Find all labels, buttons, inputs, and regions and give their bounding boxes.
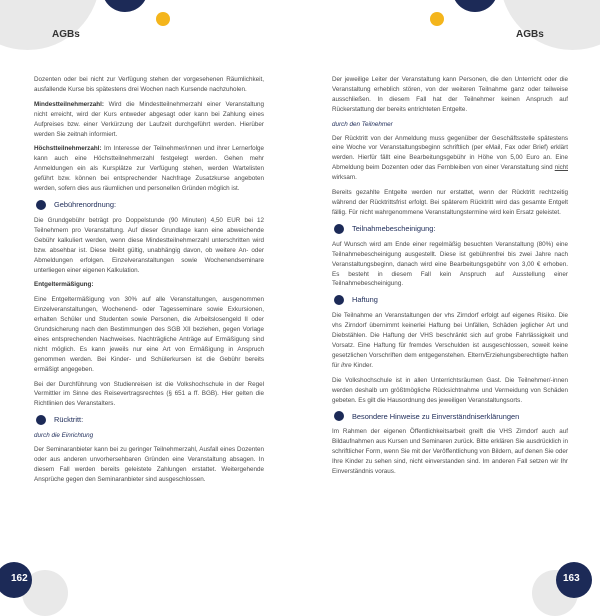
text-participant-underline: nicht bbox=[554, 164, 568, 172]
bullet-icon bbox=[36, 415, 46, 425]
paragraph-participant bbox=[332, 134, 568, 184]
paragraph-intro: Dozenten oder bei nicht zur Verfügung stehen der vorgesehenen Räumlichkeit, ausfallende Kurse bis spätestens drei Wochen nach Kursende nachzuholen. bbox=[34, 76, 264, 93]
paragraph-paid-fees: Bereits gezahlte Entgelte werden nur erstattet, wenn der Rücktritt rechtzeitig während der Rücktrittsfrist erfolgt. Bei späterem Rücktritt wird das gesamte Entgelt fällig. Für nicht wahrgenommene Veranstaltungstermine wird kein Ersatz geleistet. bbox=[332, 189, 568, 216]
header-circle-gray-left bbox=[0, 0, 100, 50]
header-circle-navy-right bbox=[452, 0, 498, 12]
header-circle-navy-left bbox=[102, 0, 148, 12]
paragraph-institution: Der Seminaranbieter kann bei zu geringer Teilnehmerzahl, Ausfall eines Dozenten oder aus anderen unvorhersehbaren Gründen eine Veranstaltung absagen. In diesem Fall werden bereits geleistete Zahlungen erstattet. Weitergehende Ansprüche gegen den Seminaranbieter sind ausgeschlossen. bbox=[34, 446, 264, 483]
left-column bbox=[34, 75, 264, 490]
page-header-left: AGBs bbox=[52, 29, 80, 40]
header-circle-gray-right bbox=[500, 0, 600, 50]
paragraph-study-trips: Bei der Durchführung von Studienreisen ist die Volkshochschule in der Regel Vermittler im Sinne des Reisevertragsrechtes (§ 651 a ff. BGB). Hier gelten die Richtlinien des Veranstalters. bbox=[34, 380, 264, 408]
bullet-icon bbox=[36, 200, 46, 210]
subheading-participant: durch den Teilnehmer bbox=[332, 120, 393, 128]
subheading-institution: durch die Einrichtung bbox=[34, 432, 94, 440]
section-title-fees: Gebührenordnung: bbox=[54, 200, 117, 210]
section-title-certificate: Teilnahmebescheinigung: bbox=[352, 223, 436, 233]
text-min-participants: Wird die Mindestteilnehmerzahl einer Veranstaltung nicht erreicht, wird der Kurs entweder abgesagt oder kann bei Zahlung eines Aufpreises bzw. einer Verkürzung der Laufzeit durchgeführt werden. Hierüber werden Sie zeitnah informiert. bbox=[34, 100, 264, 138]
text-liability-b: Kinder. bbox=[351, 361, 373, 369]
paragraph-max-participants bbox=[34, 144, 264, 194]
section-title-liability: Haftung bbox=[352, 295, 378, 305]
bullet-icon bbox=[334, 224, 344, 234]
text-liability-italic: ihre bbox=[341, 361, 352, 369]
paragraph-liability bbox=[332, 311, 568, 370]
bullet-icon bbox=[334, 295, 344, 305]
header-dot-orange-right bbox=[430, 12, 444, 26]
text-participant-b: wirksam. bbox=[332, 174, 357, 182]
page-number-right: 163 bbox=[563, 573, 580, 584]
text-max-participants: Im Interesse der Teilnehmer/innen und ihrer Lernerfolge kann auch eine Höchstteilnehmerzahl festgelegt werden. Gehen mehr Anmeldungen ein als Kursplätze zur Verfügung stehen, werden Wartelisten geführt bzw. können bei entsprechender Nachfrage Zusatzkurse angeboten werden, sofern dies aus räumlichen und personellen Gründen möglich ist. bbox=[34, 145, 264, 193]
text-participant-a: Der Rücktritt von der Anmeldung muss gegenüber der Geschäftsstelle spätestens eine Woche vor Veranstaltungsbeginn schriftlich (per eMail, Fax oder Brief) erklärt werden. Hierfür fällt eine Bearbeitungsgebühr in Höhe von 5,00 Euro an. Eine Abmeldung beim Dozenten oder das Fernbleiben von einer Veranstaltung sind bbox=[332, 134, 568, 172]
paragraph-fees: Die Grundgebühr beträgt pro Doppelstunde (90 Minuten) 4,50 EUR bei 12 Teilnehmern pro Veranstaltung. Auf dieser Grundlage kann eine abweichende Gebühr kalkuliert werden, wenn diese Mindestteilnehmerzahl unterschritten wird bzw. absehbar ist. Diese bleibt gültig, unabhängig davon, ob weitere An- oder Abmeldungen erfolgen. Einzelveranstaltungen sowie Wochenendseminare unterliegen einer eigenen Kalkulation. bbox=[34, 216, 264, 274]
section-liability bbox=[332, 295, 568, 305]
paragraph-leader: Der jeweilige Leiter der Veranstaltung kann Personen, die den Unterricht oder die Veranstaltung erheblich stören, von der weiteren Teilnahme ganz oder teilweise ausschließen. In diesem Fall hat der Teilnehmer keinen Anspruch auf Rückerstattung der bereits entrichteten Entgelte. bbox=[332, 76, 568, 113]
paragraph-min-participants bbox=[34, 100, 264, 140]
paragraph-discount: Eine Entgeltermäßigung von 30% auf alle Veranstaltungen, ausgenommen Einzelveranstaltungen, Wochenend- oder Tagesseminare sowie Exkursionen, erhalten Schüler und Studenten sowie Personen, die Arbeitslosengeld II oder Grundsicherung nach den Bestimmungen des SGB XII beziehen, gegen Vorlage eines entsprechenden Nachweises. Nachträgliche Anträge auf Ermäßigung sind nicht möglich. Es kann jeweils nur eine Art von Ermäßigung in Anspruch genommen werden. Bei Kinder- und Schülerkursen ist die Gebühr bereits ermäßigt angegeben. bbox=[34, 296, 264, 373]
section-fees bbox=[34, 200, 264, 210]
page-number-left: 162 bbox=[11, 573, 28, 584]
section-consent bbox=[332, 411, 568, 421]
label-discount-text: Entgeltermäßigung: bbox=[34, 281, 94, 289]
paragraph-certificate: Auf Wunsch wird am Ende einer regelmäßig besuchten Veranstaltung (80%) eine Teilnahmebescheinigung ausgestellt. Diese ist gebührenfrei bis zwei Jahre nach Veranstaltungsbeginn, danach wird eine Bearbeitungsgebühr von 3,00 € erhoben. Es besteht in diesem Fall kein Anspruch auf Ausstellung einer Teilnahmebescheinigung. bbox=[332, 240, 568, 288]
page-header-right: AGBs bbox=[516, 29, 544, 40]
label-max-participants: Höchstteilnehmerzahl: bbox=[34, 145, 102, 153]
bullet-icon bbox=[334, 411, 344, 421]
section-certificate bbox=[332, 224, 568, 234]
section-withdrawal bbox=[34, 415, 264, 425]
header-dot-orange-left bbox=[156, 12, 170, 26]
section-title-withdrawal: Rücktritt: bbox=[54, 415, 84, 425]
label-discount bbox=[34, 280, 264, 290]
paragraph-liability-2: Die Volkshochschule ist in allen Unterrichtsräumen Gast. Die Teilnehmer/-innen werden deshalb um größtmögliche Rücksichtnahme und Vermeidung von Schäden gebeten. Es gilt die Hausordnung des jeweiligen Veranstaltungsorts. bbox=[332, 376, 568, 404]
right-column bbox=[332, 75, 568, 482]
paragraph-consent: Im Rahmen der eigenen Öffentlichkeitsarbeit greift die VHS Zirndorf auch auf Bildaufnahmen aus Kursen und Seminaren zurück. Bitte erklären Sie ausdrücklich in schriftlicher Form, wenn Sie mit der Veröffentlichung von Bildern, auf denen Sie oder Ihre Kinder zu sehen sind, nicht einverstanden sind. Im anderen Fall setzen wir Ihr Einverständnis voraus. bbox=[332, 428, 568, 476]
label-min-participants: Mindestteilnehmerzahl: bbox=[34, 100, 104, 108]
text-liability-a: Die Teilnahme an Veranstaltungen der vhs Zirndorf erfolgt auf eigenes Risiko. Die vhs Zirndorf übernimmt keinerlei Haftung bei Unfällen, Schäden jeglicher Art und Diebstählen. Die Haftung der VHS beschränkt sich auf grobe Fahrlässigkeit und Vorsatz. Eine Haftung für fremdes Verschulden ist ausgeschlossen, soweit keine gesetzlichen Vorschriften dem entgegenstehen. Eltern/Erziehungsberechtigte haften für bbox=[332, 312, 568, 369]
section-title-consent: Besondere Hinweise zu Einverständniserklärungen bbox=[352, 411, 520, 421]
